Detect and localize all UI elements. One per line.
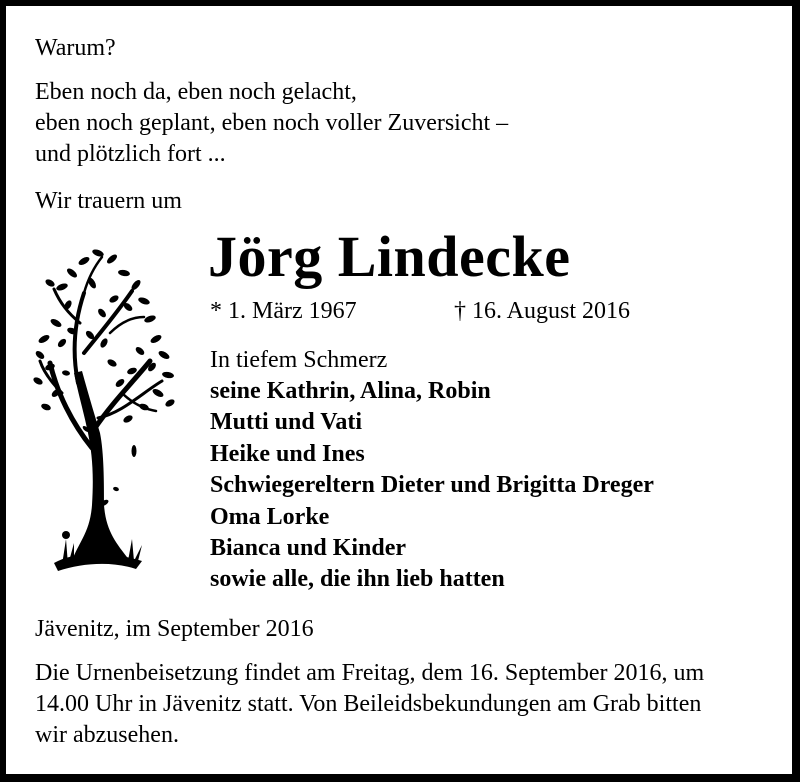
- tree-icon: [32, 243, 182, 583]
- mourning-line: Wir trauern um: [35, 188, 182, 214]
- notice-line-1: Die Urnenbeisetzung findet am Freitag, dem 16. September 2016, um: [35, 660, 705, 686]
- mourner-line: Mutti und Vati: [210, 409, 363, 435]
- verse-line-2: eben noch geplant, eben noch voller Zuversicht –: [35, 110, 509, 136]
- mourner-line: Bianca und Kinder: [210, 535, 407, 561]
- birth-date: * 1. März 1967: [210, 298, 357, 324]
- notice-line-3: wir abzusehen.: [35, 722, 179, 748]
- obituary-notice: [6, 6, 792, 774]
- verse-line-1: Eben noch da, eben noch gelacht,: [35, 79, 357, 105]
- verse-line-3: und plötzlich fort ...: [35, 141, 226, 167]
- mourner-line: Oma Lorke: [210, 504, 330, 530]
- deceased-name: Jörg Lindecke: [208, 224, 571, 289]
- notice-line-2: 14.00 Uhr in Jävenitz statt. Von Beileidsbekundungen am Grab bitten: [35, 691, 702, 717]
- mourners-intro: In tiefem Schmerz: [210, 347, 388, 373]
- mourner-line: seine Kathrin, Alina, Robin: [210, 378, 491, 404]
- place-date: Jävenitz, im September 2016: [35, 616, 314, 642]
- question-line: Warum?: [35, 35, 116, 61]
- mourner-line: Schwiegereltern Dieter und Brigitta Dreger: [210, 472, 654, 498]
- mourner-line: sowie alle, die ihn lieb hatten: [210, 566, 505, 592]
- mourner-line: Heike und Ines: [210, 441, 365, 467]
- death-date: † 16. August 2016: [454, 298, 631, 324]
